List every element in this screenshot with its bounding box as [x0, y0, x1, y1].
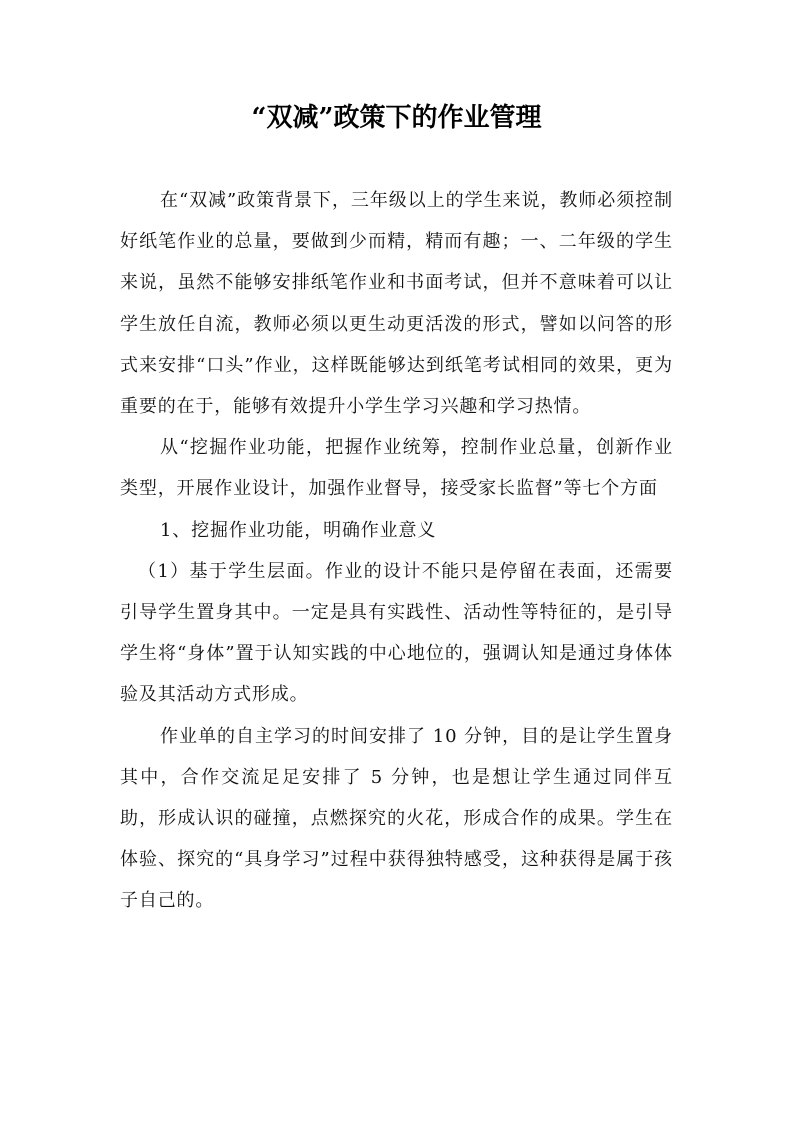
- document-body: [120, 180, 673, 922]
- paragraph-worksheet: 作业单的自主学习的时间安排了 10 分钟，目的是让学生置身其中，合作交流足足安排了 5 分钟，也是想让学生通过同伴互助，形成认识的碰撞，点燃探究的火花，形成合作的成果。学生在体验、探究的“具身学习”过程中获得独特感受，这种获得是属于孩子自己的。: [120, 725, 673, 912]
- document-title: “双减”政策下的作业管理: [251, 103, 542, 133]
- paragraph-student-level: （1）基于学生层面。作业的设计不能只是停留在表面，还需要引导学生置身其中。一定是具有实践性、活动性等特征的，是引导学生将“身体”置于认知实践的中心地位的，强调认知是通过身体体验及其活动方式形成。: [120, 560, 673, 706]
- paragraph-intro: 在“双减”政策背景下，三年级以上的学生来说，教师必须控制好纸笔作业的总量，要做到少而精，精而有趣；一、二年级的学生来说，虽然不能够安排纸笔作业和书面考试，但并不意味着可以让学生放任自流，教师必须以更生动更活泼的形式，譬如以问答的形式来安排“口头”作业，这样既能够达到纸笔考试相同的效果，更为重要的在于，能够有效提升小学生学习兴趣和学习热情。: [120, 190, 673, 418]
- paragraph-seven-aspects: 从“挖掘作业功能，把握作业统筹，控制作业总量，创新作业类型，开展作业设计，加强作业督导，接受家长监督”等七个方面: [120, 437, 673, 500]
- section-heading-1: 1、挖掘作业功能，明确作业意义: [160, 519, 437, 541]
